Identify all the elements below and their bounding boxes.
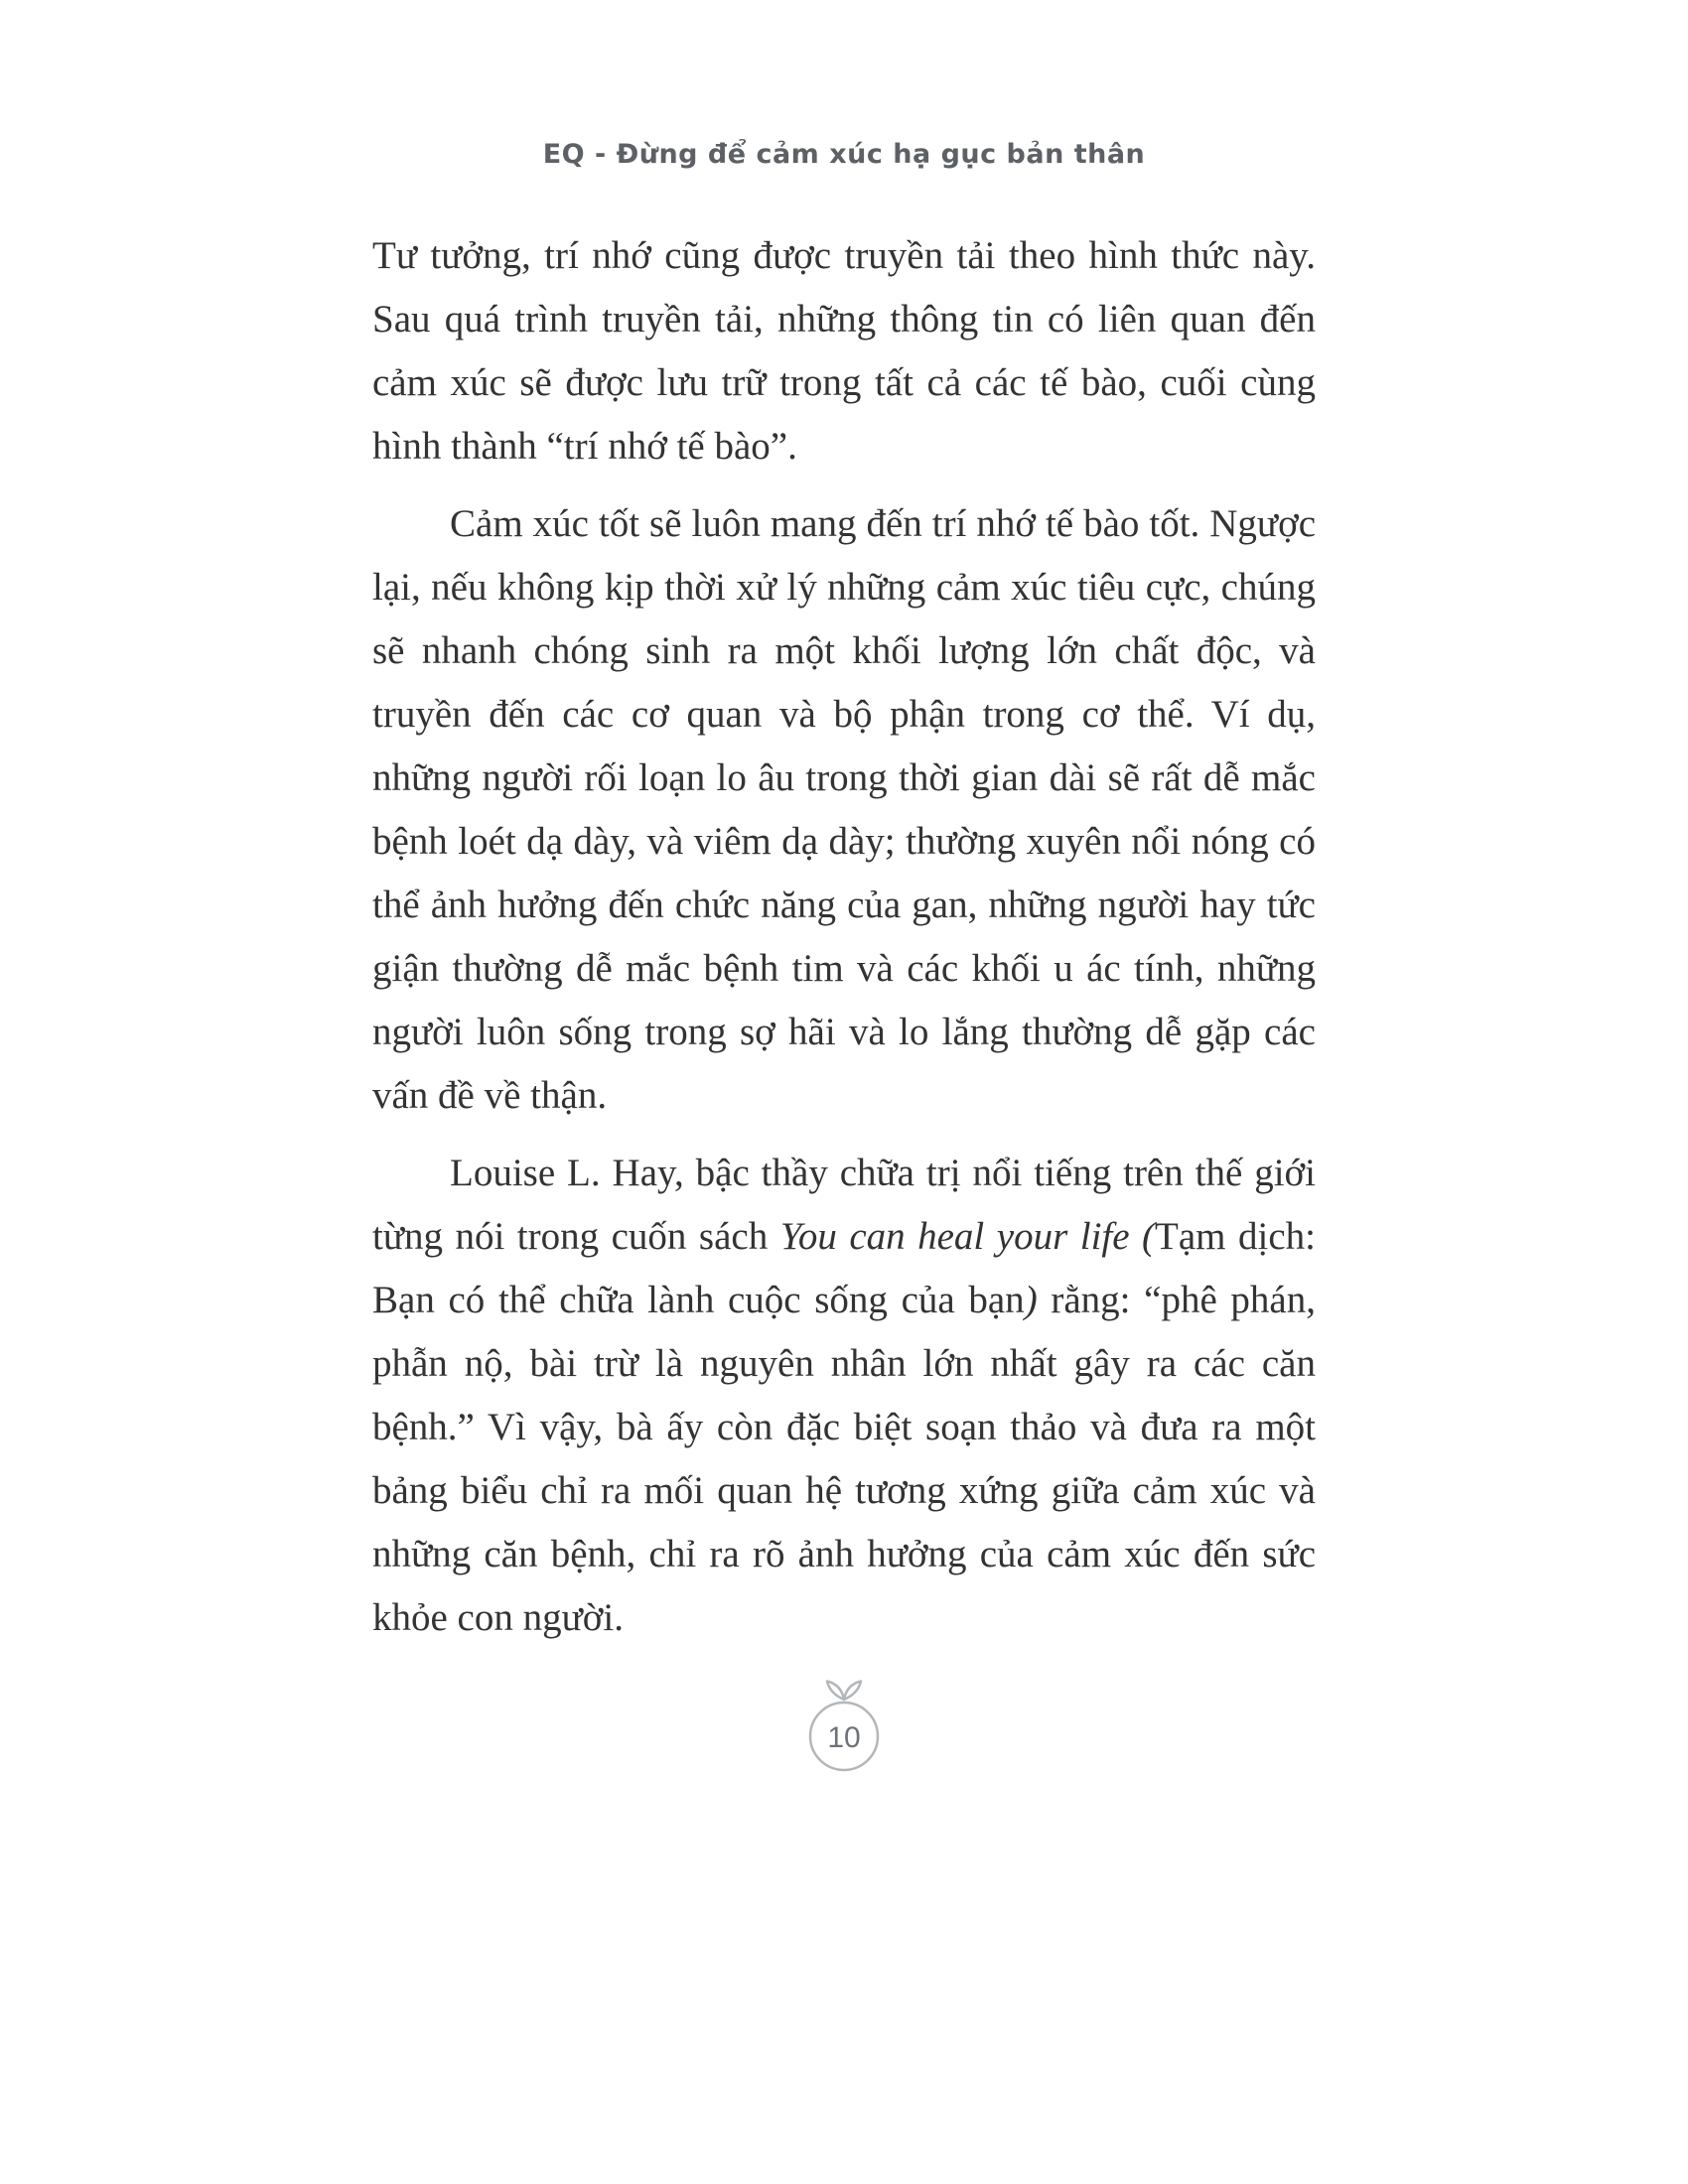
paragraph-3-text-rest: rằng: “phê phán, phẫn nộ, bài trừ là nguyên nhân lớn nhất gây ra các căn bệnh.” Vì vậy, bà ấy còn đặc biệt soạn thảo và đưa ra một bảng biểu chỉ ra mối quan hệ tương xứng giữa cảm xúc và những căn bệnh, chỉ ra rõ ảnh hưởng của cảm xúc đến sức khỏe con người. — [372, 1279, 1316, 1639]
page-content — [372, 224, 1316, 1650]
book-title-italic-close: ) — [1024, 1279, 1038, 1321]
paragraph-2-text: Cảm xúc tốt sẽ luôn mang đến trí nhớ tế bào tốt. Ngược lại, nếu không kịp thời xử lý những cảm xúc tiêu cực, chúng sẽ nhanh chóng sinh ra một khối lượng lớn chất độc, và truyền đến các cơ quan và bộ phận trong cơ thể. Ví dụ, những người rối loạn lo âu trong thời gian dài sẽ rất dễ mắc bệnh loét dạ dày, và viêm dạ dày; thường xuyên nổi nóng có thể ảnh hưởng đến chức năng của gan, những người hay tức giận thường dễ mắc bệnh tim và các khối u ác tính, những người luôn sống trong sợ hãi và lo lắng thường dễ gặp các vấn đề về thận. — [372, 502, 1316, 1117]
paragraph-1-text: Tư tưởng, trí nhớ cũng được truyền tải theo hình thức này. Sau quá trình truyền tải, những thông tin có liên quan đến cảm xúc sẽ được lưu trữ trong tất cả các tế bào, cuối cùng hình thành “trí nhớ tế bào”. — [372, 234, 1316, 468]
page-footer — [0, 1676, 1688, 1780]
apple-page-icon — [802, 1676, 886, 1780]
paragraph-2 — [372, 492, 1316, 1128]
book-title-italic: You can heal your life ( — [779, 1215, 1156, 1258]
paragraph-1 — [372, 224, 1316, 478]
paragraph-3-text-lead: Louise L. Hay, bậc thầy chữa trị nổi tiếng trên thế giới từng nói trong cuốn sách — [372, 1152, 1316, 1258]
paragraph-3-translation: Tạm dịch: Bạn có thể chữa lành cuộc sống của bạn — [372, 1215, 1316, 1321]
paragraph-3 — [372, 1142, 1316, 1650]
running-header: EQ - Đừng để cảm xúc hạ gục bản thân — [542, 139, 1146, 170]
page-number: 10 — [827, 1721, 861, 1754]
